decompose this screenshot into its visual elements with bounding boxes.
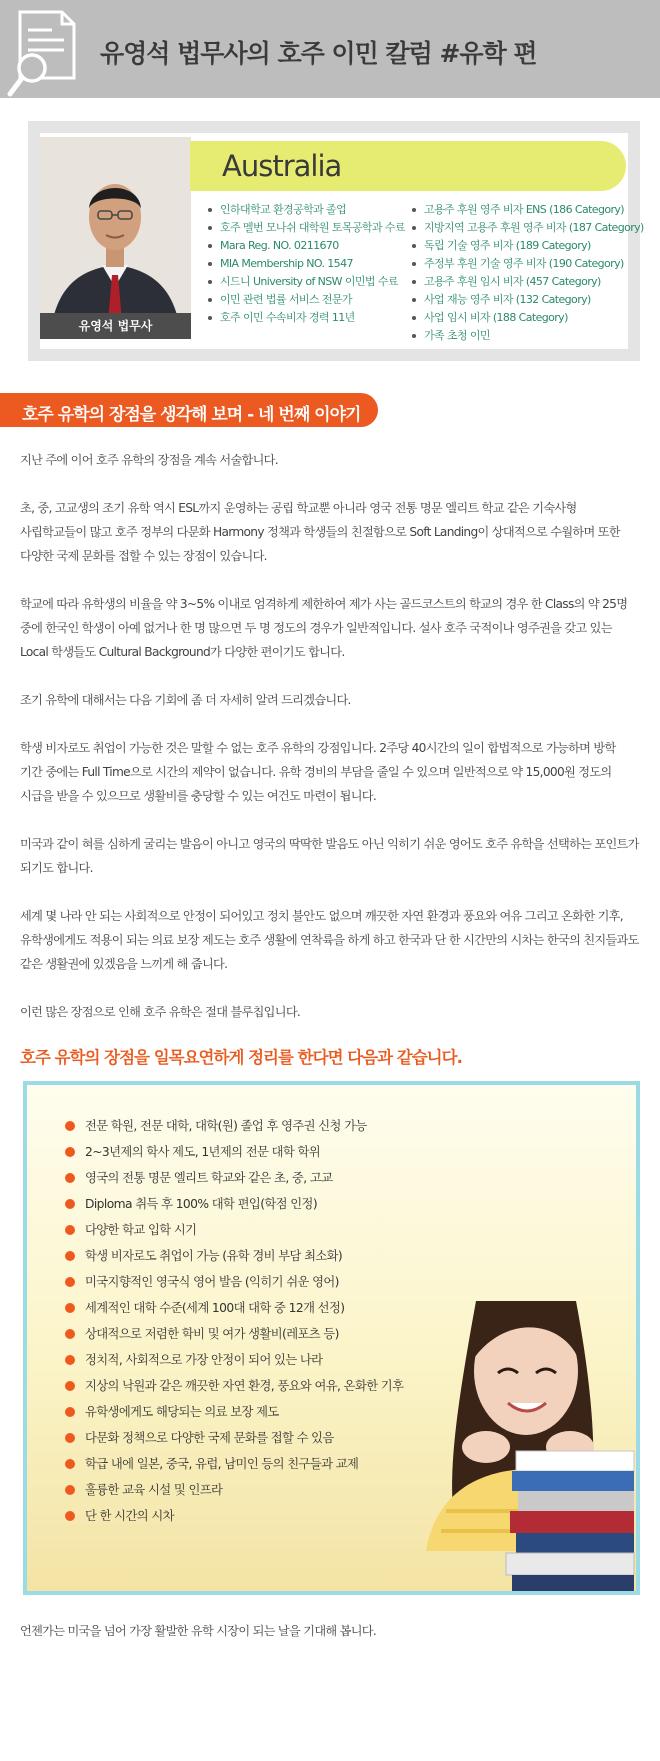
advantage-item: 지상의 낙원과 같은 깨끗한 자연 환경, 풍요와 여유, 온화한 기후 [65,1373,403,1399]
closing-sentence: 언젠가는 미국을 넘어 가장 활발한 유학 시장이 되는 날을 기대해 봅니다. [20,1624,377,1638]
lawyer-photo [40,137,191,339]
column-header [0,0,660,98]
photo-caption: 유영석 법무사 [40,313,191,339]
portrait-illustration [40,137,191,339]
paragraph: 학교에 따라 유학생의 비율을 약 3~5% 이내로 엄격하게 제한하여 제가 사는 골드코스트의 학교의 경우 한 Class의 약 25명 중에 한국인 학생이 아예 없거나 한 명 많으면 두 명 정도의 경우가 일반적입니다. 설사 호주 국적이나 영주권을 갖고 있는 Local 학생들도 Cultural Background가 다양한 편이기도 합니다. [20,597,628,659]
credential-item: Mara Reg. NO. 0211670 [208,237,405,255]
student-with-books-illustration [386,1151,636,1591]
visa-item: 독립 기술 영주 비자 (189 Category) [412,237,644,255]
advantages-list [65,1113,403,1529]
profile-card-inner [40,133,644,349]
visa-item: 고용주 후원 임시 비자 (457 Category) [412,273,644,291]
visa-item: 고용주 후원 영주 비자 ENS (186 Category) [412,201,644,219]
credential-item: 이민 관련 법률 서비스 전문가 [208,291,405,309]
advantage-item: 미국지향적인 영국식 영어 발음 (익히기 쉬운 영어) [65,1269,403,1295]
page-title: 유영석 법무사의 호주 이민 칼럼 #유학 편 [100,39,537,68]
advantage-item: 세계적인 대학 수준(세계 100대 대학 중 12개 선정) [65,1295,403,1321]
visa-item: 사업 재능 영주 비자 (132 Category) [412,291,644,309]
advantage-item: Diploma 취득 후 100% 대학 편입(학점 인정) [65,1191,403,1217]
advantage-item: 2~3년제의 학사 제도, 1년제의 전문 대학 학위 [65,1139,403,1165]
visa-item: 가족 초청 이민 [412,327,644,345]
visa-services-list [412,201,644,345]
document-search-icon [6,8,84,98]
advantage-item: 전문 학원, 전문 대학, 대학(원) 졸업 후 영주권 신청 가능 [65,1113,403,1139]
credential-item: MIA Membership NO. 1547 [208,255,405,273]
credential-item: 인하대학교 환경공학과 졸업 [208,201,405,219]
paragraph: 지난 주에 이어 호주 유학의 장점을 계속 서술합니다. [20,453,278,467]
credential-item: 호주 이민 수속비자 경력 11년 [208,309,405,327]
profile-card [28,121,644,361]
credentials-list [208,201,405,327]
advantage-item: 다문화 정책으로 다양한 국제 문화를 접할 수 있음 [65,1425,403,1451]
paragraph: 미국과 같이 혀를 심하게 굴리는 발음이 아니고 영국의 딱딱한 발음도 아닌 익히기 쉬운 영어도 호주 유학을 선택하는 포인트가 되기도 합니다. [20,837,639,875]
banner-title: Australia [222,149,342,183]
advantage-item: 영국의 전통 명문 엘리트 학교와 같은 초, 중, 고교 [65,1165,403,1191]
australia-banner [190,141,626,191]
advantage-item: 상대적으로 저렴한 학비 및 여가 생활비(레포츠 등) [65,1321,403,1347]
summary-subheading: 호주 유학의 장점을 일목요연하게 정리를 한다면 다음과 같습니다. [20,1048,462,1067]
advantage-item: 훌륭한 교육 시설 및 인프라 [65,1477,403,1503]
section-heading-text: 호주 유학의 장점을 생각해 보며 - 네 번째 이야기 [22,405,361,425]
credential-item: 호주 멜번 모나쉬 대학원 토목공학과 수료 [208,219,405,237]
advantage-item: 유학생에게도 해당되는 의료 보장 제도 [65,1399,403,1425]
advantages-box [23,1081,640,1595]
paragraph: 학생 비자로도 취업이 가능한 것은 말할 수 없는 호주 유학의 강점입니다. 2주당 40시간의 일이 합법적으로 가능하며 방학 기간 중에는 Full Time으로 시간의 제약이 없습니다. 유학 경비의 부담을 줄일 수 있으며 일반적으로 약 15,000원 정도의 시급을 받을 수 있으므로 생활비를 충당할 수 있는 여건도 마련이 됩니다. [20,741,616,803]
advantage-item: 다양한 학교 입학 시기 [65,1217,403,1243]
visa-item: 주정부 후원 기술 영주 비자 (190 Category) [412,255,644,273]
advantage-item: 학급 내에 일본, 중국, 유럽, 남미인 등의 친구들과 교제 [65,1451,403,1477]
advantage-item: 단 한 시간의 시차 [65,1503,403,1529]
visa-item: 사업 임시 비자 (188 Category) [412,309,644,327]
paragraph: 이런 많은 장점으로 인해 호주 유학은 절대 블루칩입니다. [20,1005,301,1019]
article-body [20,448,640,1048]
paragraph: 세계 몇 나라 안 되는 사회적으로 안정이 되어있고 정치 불안도 없으며 깨끗한 자연 환경과 풍요와 여유 그리고 온화한 기후, 유학생에게도 적용이 되는 의료 보장 제도는 호주 생활에 연착륙을 하게 하고 한국과 단 한 시간만의 시차는 한국의 친지들과도 같은 생활권에 있겠음을 느끼게 해 줍니다. [20,909,639,971]
advantage-item: 학생 비자로도 취업이 가능 (유학 경비 부담 최소화) [65,1243,403,1269]
paragraph: 조기 유학에 대해서는 다음 기회에 좀 더 자세히 알려 드리겠습니다. [20,693,351,707]
paragraph: 초, 중, 고교생의 조기 유학 역시 ESL까지 운영하는 공립 학교뿐 아니라 영국 전통 명문 엘리트 학교 같은 기숙사형 사립학교들이 많고 호주 정부의 다문화 Harmony 정책과 학생들의 친절함으로 Soft Landing이 상대적으로 수월하며 또한 다양한 국제 문화를 접할 수 있는 장점이 있습니다. [20,501,620,563]
visa-item: 지방지역 고용주 후원 영주 비자 (187 Category) [412,219,644,237]
section-heading [0,393,378,427]
credential-item: 시드니 University of NSW 이민법 수료 [208,273,405,291]
advantage-item: 정치적, 사회적으로 가장 안정이 되어 있는 나라 [65,1347,403,1373]
